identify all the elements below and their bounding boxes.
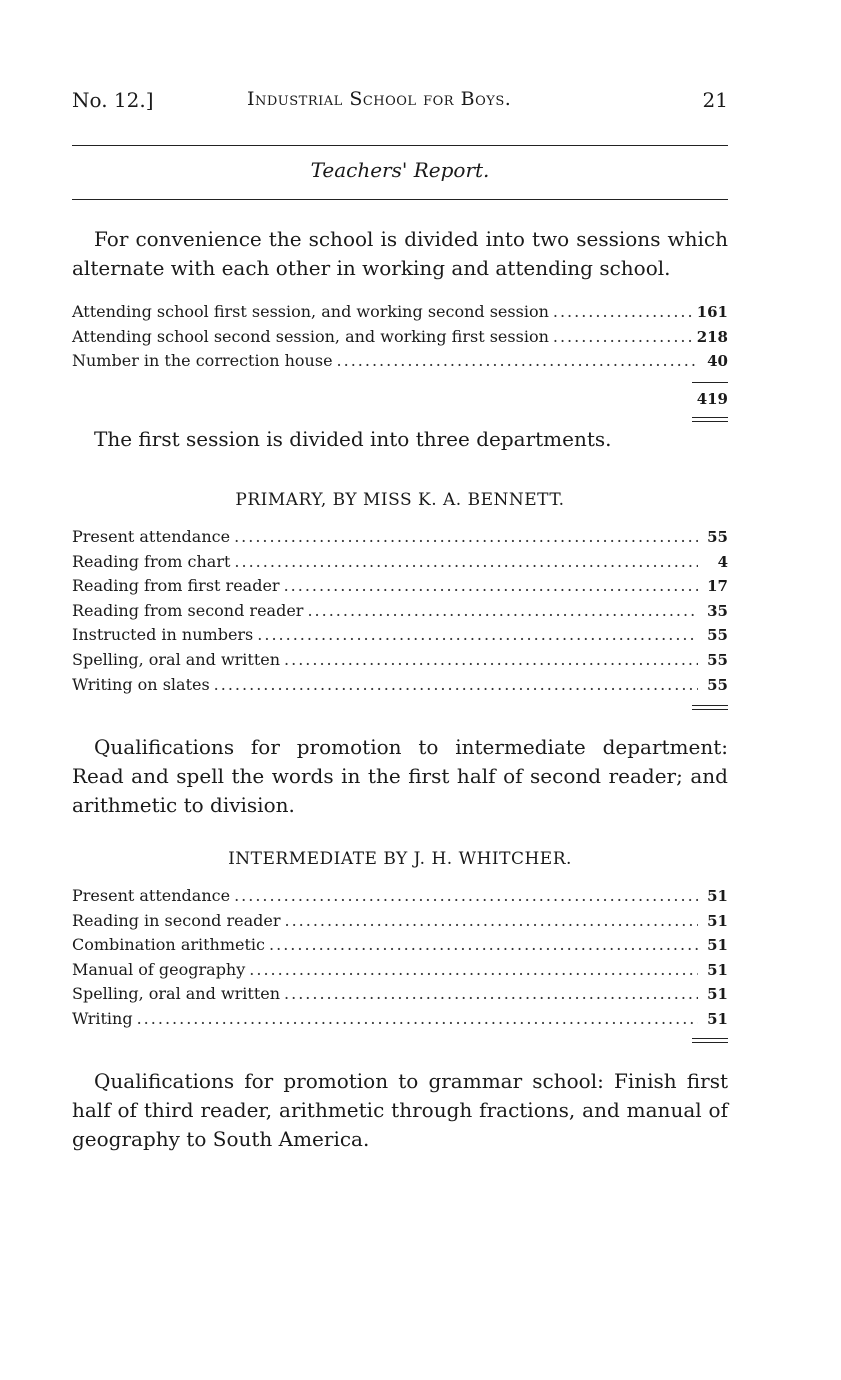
dot-leader <box>234 527 698 546</box>
table-row <box>72 552 728 577</box>
row-label: Attending school second session, and working first session <box>72 326 549 346</box>
double-rule <box>692 1038 728 1043</box>
primary-table <box>72 527 728 699</box>
double-rule <box>692 417 728 422</box>
row-label: Present attendance <box>72 886 231 905</box>
primary-heading: PRIMARY, BY MISS K. A. BENNETT. <box>235 490 565 510</box>
row-value: 17 <box>707 577 728 596</box>
table-row <box>72 576 728 601</box>
table-row <box>72 675 728 700</box>
intermediate-table <box>72 886 728 1034</box>
dot-leader <box>284 984 698 1003</box>
dot-leader <box>553 302 693 321</box>
running-title: Industrial School for Boys. <box>247 88 512 110</box>
table-row <box>72 351 728 376</box>
dot-leader <box>234 886 698 905</box>
dot-leader <box>284 576 698 595</box>
row-value: 35 <box>707 601 728 620</box>
row-value: 51 <box>707 911 728 930</box>
row-value: 51 <box>707 936 728 955</box>
row-label: Present attendance <box>72 527 231 546</box>
table-row <box>72 935 728 960</box>
row-label: Number in the correction house <box>72 351 333 371</box>
section-rule <box>72 199 728 200</box>
row-label: Reading in second reader <box>72 910 281 930</box>
row-value: 55 <box>707 528 728 546</box>
intermediate-qualifications: Qualifications for promotion to grammar school: Finish first half of third reader, arithmetic through fractions, and manual of geography to South America. <box>72 1069 728 1151</box>
page-number: 21 <box>702 88 728 112</box>
row-value: 51 <box>707 985 728 1004</box>
table-row <box>72 302 728 327</box>
table-row <box>72 650 728 675</box>
row-label: Manual of geography <box>72 959 246 979</box>
row-label: Spelling, oral and written <box>72 649 281 669</box>
table-row <box>72 984 728 1009</box>
row-label: Writing <box>72 1008 133 1028</box>
dot-leader <box>307 601 698 620</box>
row-value: 55 <box>707 675 728 694</box>
row-label: Reading from second reader <box>72 600 304 620</box>
table-row <box>72 960 728 985</box>
row-label: Attending school first session, and working second session <box>72 302 549 321</box>
dot-leader <box>337 351 698 370</box>
row-value: 51 <box>707 887 728 905</box>
dot-leader <box>234 552 698 571</box>
dot-leader <box>249 960 698 979</box>
dot-leader <box>137 1009 698 1028</box>
row-value: 161 <box>696 303 728 321</box>
row-label: Reading from chart <box>72 551 231 571</box>
top-rule <box>72 145 728 146</box>
row-label: Instructed in numbers <box>72 625 254 645</box>
table-row <box>72 601 728 626</box>
sessions-total: 419 <box>696 390 728 408</box>
dot-leader <box>284 650 698 669</box>
double-rule <box>692 705 728 710</box>
table-row <box>72 911 728 936</box>
dot-leader <box>257 625 698 644</box>
table-row <box>72 527 728 552</box>
primary-qualifications: Qualifications for promotion to intermediate department: Read and spell the words in the first half of second reader; and arithmetic to division. <box>72 735 728 817</box>
row-label: Combination arithmetic <box>72 935 266 955</box>
section-title: Teachers' Report. <box>310 158 490 182</box>
row-value: 51 <box>707 960 728 979</box>
sessions-table <box>72 302 728 376</box>
row-value: 4 <box>717 552 728 571</box>
document-number: No. 12.] <box>72 88 154 112</box>
departments-paragraph: The first session is divided into three departments. <box>94 427 612 451</box>
row-value: 51 <box>707 1009 728 1028</box>
table-row <box>72 886 728 911</box>
row-label: Writing on slates <box>72 674 210 694</box>
dot-leader <box>269 935 698 954</box>
table-row <box>72 625 728 650</box>
row-value: 55 <box>707 626 728 645</box>
table-row <box>72 327 728 352</box>
table-row <box>72 1009 728 1034</box>
row-value: 55 <box>707 650 728 669</box>
intermediate-heading: INTERMEDIATE BY J. H. WHITCHER. <box>228 849 572 869</box>
sum-rule <box>692 382 728 383</box>
row-value: 218 <box>696 327 728 346</box>
intro-paragraph: For convenience the school is divided into two sessions which alternate with each other in working and attending school. <box>72 227 728 280</box>
row-value: 40 <box>707 352 728 371</box>
row-label: Spelling, oral and written <box>72 984 281 1004</box>
dot-leader <box>284 911 698 930</box>
dot-leader <box>553 327 693 346</box>
dot-leader <box>214 675 698 694</box>
row-label: Reading from first reader <box>72 576 280 596</box>
running-head <box>72 88 728 120</box>
